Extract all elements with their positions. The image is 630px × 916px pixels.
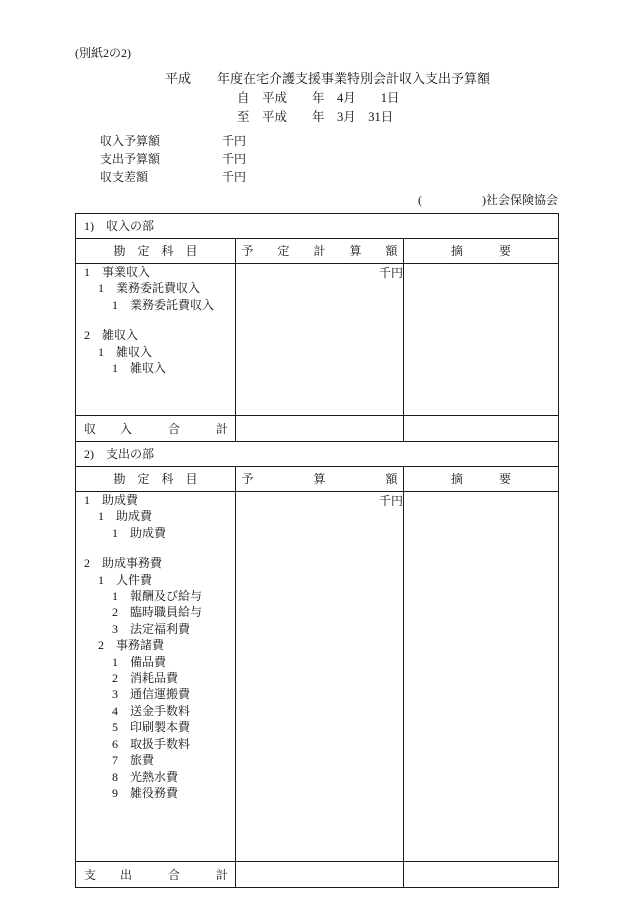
income-account-items-cell bbox=[76, 264, 236, 416]
expense-total-row bbox=[76, 862, 559, 888]
period-to: 至 平成 年 3月 31日 bbox=[237, 110, 394, 124]
account-item: 9 雑役務費 bbox=[112, 785, 179, 800]
document-title: 平成 年度在宅介護支援事業特別会計収入支出予算額 bbox=[165, 71, 491, 86]
income-header-row bbox=[76, 239, 559, 264]
expense-note-cell bbox=[404, 492, 559, 862]
expense-body-row bbox=[76, 492, 559, 862]
expense-section-row bbox=[76, 442, 559, 467]
account-item: 1 業務委託費収入 bbox=[98, 281, 201, 296]
account-item: 1 報酬及び給与 bbox=[112, 589, 203, 604]
account-item: 3 法定福利費 bbox=[112, 621, 191, 636]
income-total-note-cell bbox=[404, 416, 559, 442]
income-budget-row bbox=[75, 132, 558, 150]
income-unit-label: 千円 bbox=[378, 266, 403, 280]
account-item: 3 通信運搬費 bbox=[112, 687, 191, 702]
expense-total-note-cell bbox=[404, 862, 559, 888]
income-account-column-header: 勘 定 科 目 bbox=[76, 239, 236, 264]
period-from: 自 平成 年 4月 1日 bbox=[237, 91, 400, 105]
income-section-title: 1) 収入の部 bbox=[76, 214, 559, 239]
account-item: 2 雑収入 bbox=[84, 328, 139, 343]
account-item: 7 旅費 bbox=[112, 753, 155, 768]
account-item: 1 事業収入 bbox=[84, 265, 151, 279]
account-item: 1 雑収入 bbox=[112, 361, 167, 376]
account-item: 5 印刷製本費 bbox=[112, 720, 191, 735]
income-budget-label: 収入予算額 bbox=[100, 134, 161, 148]
income-total-amount-cell bbox=[236, 416, 404, 442]
expense-header-row bbox=[76, 467, 559, 492]
expense-amount-cell bbox=[236, 492, 404, 862]
expense-budget-row bbox=[75, 150, 558, 168]
attachment-label: (別紙2の2) bbox=[75, 46, 131, 60]
account-item: 1 雑収入 bbox=[98, 344, 153, 359]
account-item: 4 送金手数料 bbox=[112, 703, 191, 718]
income-note-cell bbox=[404, 264, 559, 416]
expense-budget-label: 支出予算額 bbox=[100, 152, 161, 166]
account-item: 8 光熱水費 bbox=[112, 769, 179, 784]
account-item: 2 臨時職員給与 bbox=[112, 605, 203, 620]
account-item: 2 消耗品費 bbox=[112, 671, 179, 686]
account-item: 2 事務諸費 bbox=[98, 638, 165, 653]
income-total-row bbox=[76, 416, 559, 442]
income-section-row bbox=[76, 214, 559, 239]
income-amount-cell bbox=[236, 264, 404, 416]
expense-section-title: 2) 支出の部 bbox=[76, 442, 559, 467]
income-note-column-header: 摘 要 bbox=[404, 239, 559, 264]
expense-unit-label: 千円 bbox=[378, 494, 403, 508]
budget-summary bbox=[75, 132, 558, 186]
income-total-label: 収 入 合 計 bbox=[76, 416, 236, 442]
account-item: 1 助成費 bbox=[112, 525, 167, 540]
income-amount-column-header: 予 定 計 算 額 bbox=[236, 239, 404, 264]
expense-account-items-cell bbox=[76, 492, 236, 862]
balance-row bbox=[75, 168, 558, 186]
account-item: 1 人件費 bbox=[98, 572, 153, 587]
account-item: 1 業務委託費収入 bbox=[112, 297, 215, 312]
expense-total-label: 支 出 合 計 bbox=[76, 862, 236, 888]
expense-amount-column-header: 予 算 額 bbox=[236, 467, 404, 492]
expense-total-amount-cell bbox=[236, 862, 404, 888]
balance-unit: 千円 bbox=[222, 170, 247, 184]
account-item: 1 助成費 bbox=[84, 493, 139, 507]
expense-note-column-header: 摘 要 bbox=[404, 467, 559, 492]
organization-name: ( )社会保険協会 bbox=[418, 193, 558, 207]
account-item: 1 助成費 bbox=[98, 509, 153, 524]
income-budget-unit: 千円 bbox=[222, 134, 247, 148]
budget-table bbox=[75, 213, 559, 888]
account-item: 2 助成事務費 bbox=[84, 556, 163, 571]
expense-account-column-header: 勘 定 科 目 bbox=[76, 467, 236, 492]
account-item: 1 備品費 bbox=[112, 654, 167, 669]
expense-budget-unit: 千円 bbox=[222, 152, 247, 166]
account-item: 6 取扱手数料 bbox=[112, 736, 191, 751]
balance-label: 収支差額 bbox=[100, 170, 149, 184]
income-body-row bbox=[76, 264, 559, 416]
